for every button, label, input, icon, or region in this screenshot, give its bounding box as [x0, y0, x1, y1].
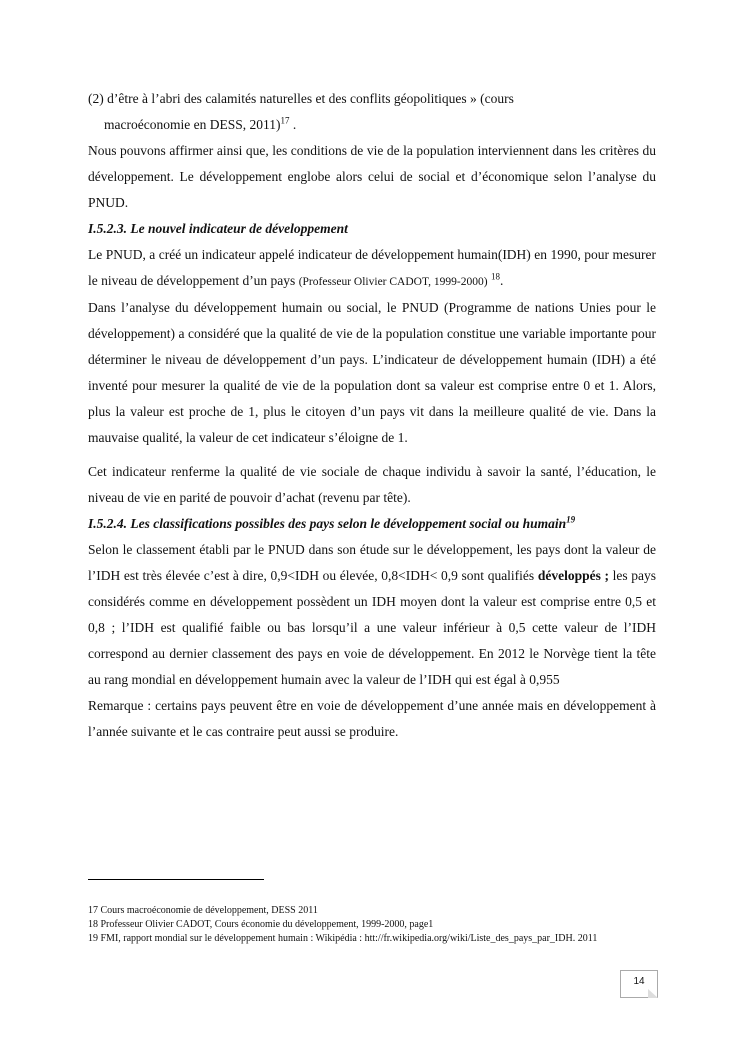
footnote-ref-18: 18 — [490, 271, 500, 282]
paragraph-3 — [88, 242, 656, 295]
paragraph-1 — [88, 86, 656, 112]
p6-bold: développés ; — [537, 568, 609, 583]
page-curl-icon — [648, 989, 658, 998]
footnote-18: 18 Professeur Olivier CADOT, Cours économie du développement, 1999-2000, page1 — [88, 919, 434, 930]
footnotes — [88, 904, 656, 946]
footnote-17: 17 Cours macroéconomie de développement, DESS 2011 — [88, 905, 318, 916]
paragraph-1-cont — [88, 112, 656, 138]
p3-start: Le PNUD, a créé un indicateur appelé indicateur de développement humain(IDH) en 1990, pour mesurer le niveau de développement d’un pays — [88, 247, 656, 288]
paragraph-2: Nous pouvons affirmer ainsi que, les conditions de vie de la population interviennent dans les critères du développement. Le développement englobe alors celui de social et d’économique selon l’analyse du PNUD. — [88, 143, 656, 210]
footnote-19: 19 FMI, rapport mondial sur le développement humain : Wikipédia : htt://fr.wikipedia.org/wiki/Liste_des_pays_par_IDH. 2011 — [88, 933, 598, 944]
p1-line2: macroéconomie en DESS, 2011) — [104, 117, 281, 132]
paragraph-6 — [88, 537, 656, 693]
footnote-ref-17: 17 — [280, 115, 290, 126]
section-heading-2 — [88, 511, 656, 537]
footnote-ref-19: 19 — [566, 514, 576, 525]
p6-end: les pays considérés comme en développement possèdent un IDH moyen dont la valeur est comprise entre 0,5 et 0,8 ; l’IDH est qualifié faible ou bas lorsqu’il a une valeur inférieur à 0,5 cette valeur de l’IDH correspond au dernier classement des pays en voie de développement. En 2012 le Norvège tient la tête au rang mondial en développement humain avec la valeur de l’IDH qui est égal à 0,955 — [88, 568, 657, 687]
page-number: 14 — [633, 976, 645, 987]
page-number-box — [620, 970, 658, 998]
paragraph-4: Dans l’analyse du développement humain ou social, le PNUD (Programme de nations Unies pour le développement) a considéré que la qualité de vie de la population constitue une variable importante pour déterminer le niveau de développement d’un pays. L’indicateur de développement humain (IDH) a été inventé pour mesurer la qualité de vie de la population dont sa valeur est comprise entre 0 et 1. Alors, plus la valeur est proche de 1, plus le citoyen d’un pays vit dans la meilleure qualité de vie. Dans la mauvaise qualité, la valeur de cet indicateur s’éloigne de 1. — [88, 300, 656, 445]
footnote-divider — [88, 879, 264, 880]
p1-end: . — [289, 117, 297, 132]
p3-end: . — [499, 273, 504, 288]
p1-line1: (2) d’être à l’abri des calamités naturelles et des conflits géopolitiques » (cours — [88, 91, 514, 106]
paragraph-7: Remarque : certains pays peuvent être en voie de développement d’une année mais en développement à l’année suivante et le cas contraire peut aussi se produire. — [88, 698, 656, 739]
heading-2-text: I.5.2.4. Les classifications possibles des pays selon le développement social ou humain — [88, 516, 567, 531]
paragraph-5: Cet indicateur renferme la qualité de vie sociale de chaque individu à savoir la santé, l’éducation, le niveau de vie en parité de pouvoir d’achat (revenu par tête). — [88, 464, 656, 505]
p3-citation: (Professeur Olivier CADOT, 1999-2000) — [298, 276, 488, 288]
body-text — [88, 86, 656, 745]
p6-start: Selon le classement établi par le PNUD dans son étude sur le développement, les pays dont la valeur de l’IDH est très élevée c’est à dire, 0,9<IDH ou élevée, 0,8<IDH< 0,9 sont qualifiés — [88, 542, 656, 583]
section-heading-1: I.5.2.3. Le nouvel indicateur de développement — [88, 221, 348, 236]
